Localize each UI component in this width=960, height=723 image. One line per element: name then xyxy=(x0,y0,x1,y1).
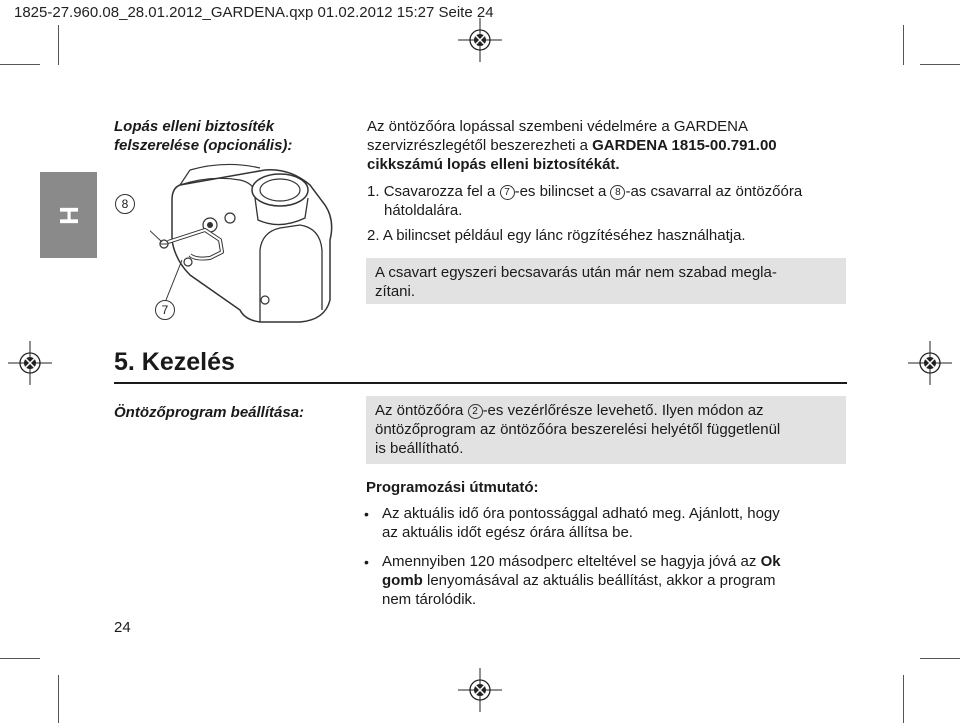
anti-theft-device-illustration xyxy=(150,160,340,330)
program-setting-heading: Öntözőprogram beállítása: xyxy=(114,404,305,421)
step-1-number: 1. xyxy=(367,183,380,200)
step-2-number: 2. xyxy=(367,227,380,244)
language-tab xyxy=(40,172,97,258)
crop-mark-bottom-left xyxy=(58,675,59,723)
bullet-1-symbol: • xyxy=(364,506,369,522)
ref-circle-7: 7 xyxy=(500,185,515,200)
crop-mark-right-top xyxy=(920,64,960,65)
page-number: 24 xyxy=(114,619,131,636)
section-divider xyxy=(114,382,847,384)
crop-mark-left-bottom xyxy=(0,658,40,659)
crop-mark-top-right xyxy=(903,25,904,65)
theft-intro-text: Az öntözőóra lopással szembeni védelmére a GARDENA szervizrészlegétől beszerezheti a GARDENA 1815-00.791.00 cikkszámú lopás elleni biztosítékát. xyxy=(367,118,777,173)
callout-7: 7 xyxy=(155,300,175,320)
program-info-box: Az öntözőóra 2 -es vezérlőrésze levehető. Ilyen módon az öntözőprogram az öntözőóra beszerelési helyétől függetlenül is beállítható. xyxy=(366,396,846,464)
callout-8: 8 xyxy=(115,194,135,214)
registration-mark-top-icon xyxy=(458,18,502,62)
section-title: 5. Kezelés xyxy=(114,348,235,376)
ref-circle-2: 2 xyxy=(468,404,483,419)
crop-mark-right-bottom xyxy=(920,658,960,659)
programming-hints-heading: Programozási útmutató: xyxy=(366,479,539,496)
step-1: 1. Csavarozza fel a 7 -es bilincset a 8 -as csavarral az öntözőóra hátoldalára. xyxy=(367,183,803,219)
warning-note-box: A csavart egyszeri becsavarás után már nem szabad megla- zítani. xyxy=(366,258,846,304)
crop-mark-left-top xyxy=(0,64,40,65)
registration-mark-bottom-icon xyxy=(458,668,502,712)
language-tab-label: H xyxy=(54,205,84,225)
step-2: 2. A bilincset például egy lánc rögzítéséhez használhatja. xyxy=(367,227,746,244)
registration-mark-right-icon xyxy=(908,341,952,385)
bullet-2-text: Amennyiben 120 másodperc elteltével se hagyja jóvá az Ok gomb lenyomásával az aktuális beállítást, akkor a program nem tárolódik. xyxy=(382,553,781,608)
print-header: 1825-27.960.08_28.01.2012_GARDENA.qxp 01.02.2012 15:27 Seite 24 xyxy=(14,4,494,21)
ref-circle-8: 8 xyxy=(610,185,625,200)
bullet-1-text: Az aktuális idő óra pontossággal adható meg. Ajánlott, hogy az aktuális időt egész órára állítsa be. xyxy=(382,505,780,541)
registration-mark-left-icon xyxy=(8,341,52,385)
theft-protection-heading: Lopás elleni biztosíték felszerelése (opcionális): xyxy=(114,118,293,154)
crop-mark-bottom-right xyxy=(903,675,904,723)
crop-mark-top-left xyxy=(58,25,59,65)
bullet-2-symbol: • xyxy=(364,554,369,570)
